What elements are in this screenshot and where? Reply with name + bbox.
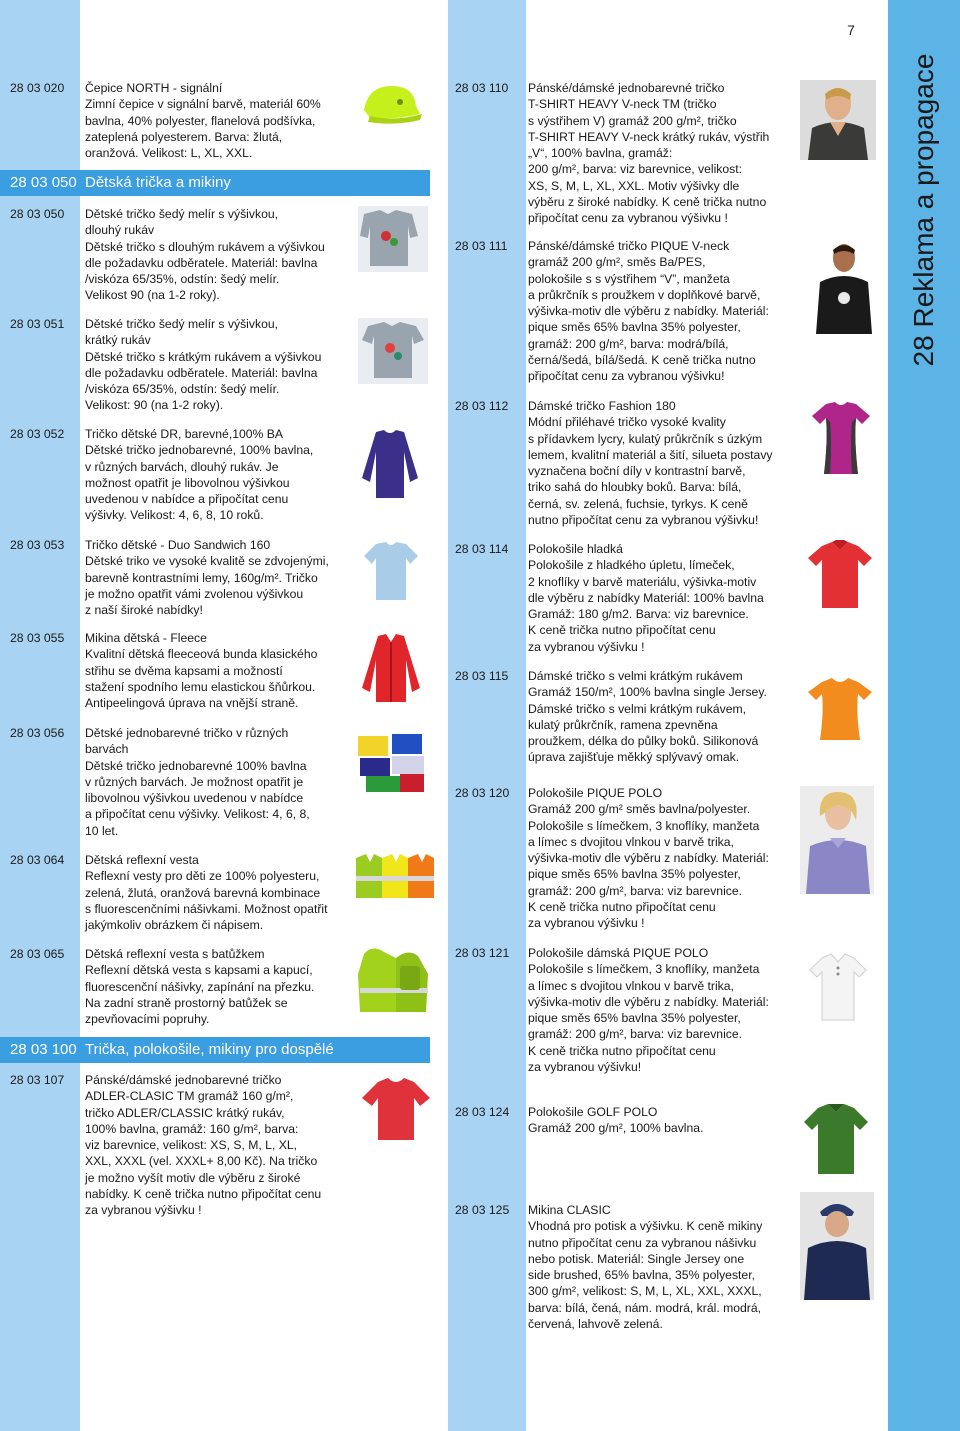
- item-description-line: Módní přiléhavé tričko vysoké kvality: [528, 415, 726, 430]
- item-description-line: výšivka-motiv dle výběru z nabídky. Materiál:: [528, 851, 769, 866]
- section-title: Dětská trička a mikiny: [85, 174, 231, 191]
- reflective-vests-image: [354, 852, 434, 904]
- item-description-line: černá/šedá, bílá/šedá. K ceně trička nutno: [528, 353, 756, 368]
- item-code: 28 03 056: [10, 726, 65, 740]
- item-description-line: výšivka-motiv dle výběru z nabídky. Materiál:: [528, 994, 769, 1009]
- item-title: Mikina CLASIC: [528, 1203, 611, 1217]
- item-description-line: výběru z široké nabídky. K ceně trička nutno: [528, 195, 767, 210]
- item-title: Dětská reflexní vesta: [85, 853, 199, 867]
- item-description-line: Vhodná pro potisk a výšivku. K ceně mikiny: [528, 1219, 763, 1234]
- section-title: Trička, polokošile, mikiny pro dospělé: [85, 1041, 334, 1058]
- item-description: [85, 1072, 321, 1219]
- item-description-line: a průkrčník s proužkem v doplňkové barvě,: [528, 287, 761, 302]
- item-description-line: polokošile s s výstřihem “V”, manžeta: [528, 271, 730, 286]
- red-tshirt-adult-image: [360, 1076, 432, 1142]
- item-description-line: proužkem, délka do půlky boků. Silikonová: [528, 734, 759, 749]
- item-description-line: gramáž: 200 g/m², barva: viz barevnice.: [528, 883, 743, 898]
- item-description-line: za vybranou výšivku !: [528, 639, 645, 654]
- item-description-line: lemem, kvalitní materiál a šití, silueta postavy: [528, 447, 773, 462]
- item-description: [528, 398, 773, 528]
- item-description-line: K ceně trička nutno připočítat cenu: [528, 1043, 716, 1058]
- item-title: Polokošile PIQUE POLO: [528, 786, 663, 800]
- item-description-line: libovolnou výšivkou uvedenou v nabídce: [85, 791, 304, 806]
- item-description-line: Dětské triko ve vysoké kvalitě se zdvojenými,: [85, 554, 329, 569]
- item-title: Dětské tričko šedý melír s výšivkou,: [85, 317, 279, 331]
- item-description: [85, 852, 328, 933]
- item-title: Dámské tričko s velmi krátkým rukávem: [528, 669, 743, 683]
- grey-longsleeve-tshirts-image: [358, 206, 428, 272]
- item-description: [528, 541, 764, 655]
- item-description-line: viz barevnice, velikost: XS, S, M, L, XL,: [85, 1138, 298, 1153]
- item-description-line: Na zadní straně prostorný batůžek se: [85, 995, 288, 1010]
- item-description-line: pique směs 65% bavlna 35% polyester,: [528, 320, 741, 335]
- man-dark-vneck-image: [800, 80, 876, 160]
- magenta-womens-tshirt-image: [810, 400, 872, 476]
- item-code: 28 03 052: [10, 427, 65, 441]
- item-description-line: Gramáž 200 g/m² směs bavlna/polyester.: [528, 802, 751, 817]
- page-number: 7: [847, 22, 855, 38]
- item-description-line: T-SHIRT HEAVY V-neck TM (tričko: [528, 97, 717, 112]
- item-description-line: tričko ADLER/CLASSIC krátký rukáv,: [85, 1105, 285, 1120]
- green-polo-image: [802, 1102, 870, 1176]
- item-title: Pánské/dámské jednobarevné tričko: [85, 1073, 282, 1087]
- item-description-line: a připočítat cenu výšivky. Velikost: 4, 6, 8,: [85, 807, 310, 822]
- item-description-line: fluorescenční nášivky, zapínání na přezku.: [85, 979, 315, 994]
- yellow-cap-image: [356, 80, 426, 130]
- item-description-line: připočítat cenu za vybranou výšivku !: [528, 211, 728, 226]
- item-description-line: XXL, XXXL (vel. XXXL+ 8,00 Kč). Na tričko: [85, 1154, 318, 1169]
- item-description-line: je možno vyšít motiv dle výběru z široké: [85, 1170, 301, 1185]
- item-description-line: gramáž 200 g/m², směs Ba/PES,: [528, 255, 706, 270]
- item-title: Dětské jednobarevné tričko v různých: [85, 726, 289, 740]
- item-description-line: dlouhý rukáv: [85, 223, 155, 238]
- red-fleece-jacket-image: [360, 632, 422, 704]
- item-description: [528, 785, 769, 932]
- item-description-line: oranžová. Velikost: L, XL, XXL.: [85, 146, 253, 161]
- item-code: 28 03 064: [10, 853, 65, 867]
- item-description-line: střihu se dvěma kapsami a možností: [85, 663, 283, 678]
- item-code: 28 03 124: [455, 1105, 510, 1119]
- item-description-line: 100% bavlna, gramáž: 160 g/m², barva:: [85, 1121, 299, 1136]
- item-code: 28 03 065: [10, 947, 65, 961]
- item-description-line: a límec s dvojitou vlnkou v barvě trika,: [528, 978, 734, 993]
- grey-shortsleeve-tshirts-image: [358, 318, 428, 384]
- item-description-line: Antipeelingová úprava na vnější straně.: [85, 696, 299, 711]
- item-description-line: za vybranou výšivku!: [528, 1060, 642, 1075]
- section-header-adults: [0, 1037, 430, 1063]
- item-title: Dámské tričko Fashion 180: [528, 399, 676, 413]
- item-description-line: „V“, 100% bavlna, gramáž:: [528, 146, 673, 161]
- orange-womens-tshirt-image: [806, 676, 874, 742]
- item-code: 28 03 110: [455, 81, 509, 95]
- item-description-line: nabídky. K ceně trička nutno připočítat cenu: [85, 1187, 322, 1202]
- man-black-tshirt-image: [812, 238, 876, 334]
- item-description-line: Polokošile z hladkého úpletu, límeček,: [528, 558, 735, 573]
- item-description-line: krátký rukáv: [85, 333, 151, 348]
- item-description-line: nebo potisk. Materiál: Single Jersey one: [528, 1251, 745, 1266]
- item-title: Mikina dětská - Fleece: [85, 631, 207, 645]
- item-description: [85, 80, 321, 161]
- section-code: 28 03 100: [10, 1041, 77, 1058]
- section-code: 28 03 050: [10, 174, 77, 191]
- item-description-line: Reflexní dětská vesta s kapsami a kapucí,: [85, 963, 313, 978]
- side-title-text: 28 Reklama a propagace: [908, 53, 939, 367]
- item-title: Tričko dětské - Duo Sandwich 160: [85, 538, 271, 552]
- item-description-line: Dětské tričko jednobarevné 100% bavlna: [85, 758, 307, 773]
- item-description-line: XS, S, M, L, XL, XXL. Motiv výšivky dle: [528, 178, 740, 193]
- item-description: [85, 537, 329, 618]
- item-code: 28 03 055: [10, 631, 65, 645]
- item-description-line: gramáž: 200 g/m², barva: modrá/bílá,: [528, 336, 729, 351]
- item-description-line: triko sahá do hloubky boků. Barva: bílá,: [528, 480, 742, 495]
- item-title: Pánské/dámské jednobarevné tričko: [528, 81, 725, 95]
- item-description: [528, 668, 767, 766]
- item-description-line: uvedenou v nabídce a připočítat cenu: [85, 492, 289, 507]
- item-code: 28 03 020: [10, 81, 65, 95]
- item-description-line: K ceně trička nutno připočítat cenu: [528, 623, 716, 638]
- item-code: 28 03 112: [455, 399, 509, 413]
- item-description-line: zelená, žlutá, oranžová barevná kombinace: [85, 885, 321, 900]
- item-title: Polokošile GOLF POLO: [528, 1105, 658, 1119]
- item-description-line: 300 g/m², velikost: S, M, L, XL, XXL, XXXL,: [528, 1284, 762, 1299]
- item-description-line: Gramáž 150/m², 100% bavlna single Jersey.: [528, 685, 767, 700]
- item-description: [528, 945, 769, 1075]
- item-description-line: barva: bílá, čená, nám. modrá, král. modrá,: [528, 1300, 762, 1315]
- item-description-line: K ceně trička nutno připočítat cenu: [528, 900, 716, 915]
- item-description-line: a límec s dvojitou vlnkou v barvě trika,: [528, 834, 734, 849]
- item-description-line: výšivky. Velikost: 4, 6, 8, 10 roků.: [85, 508, 264, 523]
- item-code: 28 03 121: [455, 946, 510, 960]
- item-description-line: jakýmkoliv obrázkem či nápisem.: [85, 918, 264, 933]
- reflective-vest-backpack-image: [356, 944, 430, 1016]
- white-polo-image: [808, 952, 868, 1022]
- item-description-line: Velikost: 90 (na 1-2 roky).: [85, 398, 224, 413]
- item-code: 28 03 111: [455, 239, 508, 253]
- light-blue-tshirt-image: [362, 540, 420, 602]
- item-description-line: zpevňovacími popruhy.: [85, 1012, 210, 1027]
- item-code: 28 03 051: [10, 317, 65, 331]
- item-description-line: za vybranou výšivku !: [528, 916, 645, 931]
- item-description-line: černá, sv. zelená, fuchsie, tyrkys. K ceně: [528, 496, 748, 511]
- item-description-line: /viskóza 65/35%, odstín: šedý melír.: [85, 272, 280, 287]
- item-description-line: Kvalitní dětská fleeceová bunda klasického: [85, 647, 318, 662]
- item-description-line: nutno připočítat cenu za vybranou výšivku!: [528, 513, 759, 528]
- item-description: [528, 80, 769, 227]
- item-description-line: bavlna, 40% polyester, flanelová podšívka,: [85, 113, 316, 128]
- red-polo-image: [806, 540, 874, 610]
- item-description-line: Dámské tričko s velmi krátkým rukávem,: [528, 701, 747, 716]
- item-description-line: side brushed, 65% bavlna, 35% polyester,: [528, 1268, 755, 1283]
- item-description-line: Dětské tričko s dlouhým rukávem a výšivkou: [85, 239, 325, 254]
- item-description-line: z naší široké nabídky!: [85, 603, 203, 618]
- item-description-line: za vybranou výšivku !: [85, 1203, 202, 1218]
- item-description-line: Gramáž: 180 g/m2. Barva: viz barevnice.: [528, 607, 749, 622]
- item-description-line: stažení spodního lemu elastickou šňůrkou.: [85, 679, 316, 694]
- item-description-line: Gramáž 200 g/m², 100% bavlna.: [528, 1121, 704, 1136]
- item-description-line: vyznačena boční díly v kontrastní barvě,: [528, 464, 746, 479]
- item-description-line: 10 let.: [85, 823, 119, 838]
- item-description: [528, 238, 769, 385]
- item-description-line: pique směs 65% bavlna 35% polyester,: [528, 1011, 741, 1026]
- folded-tshirts-colors-image: [356, 730, 428, 796]
- man-navy-sweatshirt-image: [800, 1192, 874, 1300]
- item-description-line: barvách: [85, 742, 129, 757]
- woman-lilac-polo-image: [800, 786, 874, 894]
- item-description: [85, 630, 317, 711]
- item-description-line: zateplená polyesterem. Barva: žlutá,: [85, 129, 283, 144]
- item-code: 28 03 125: [455, 1203, 510, 1217]
- section-header-children: [0, 170, 430, 196]
- item-description-line: Dětské tričko s krátkým rukávem a výšivkou: [85, 349, 322, 364]
- item-description-line: dle požadavku odběratele. Materiál: bavlna: [85, 255, 318, 270]
- item-description-line: je možno opatřit vámi zvolenou výšivkou: [85, 586, 304, 601]
- item-title: Tričko dětské DR, barevné,100% BA: [85, 427, 284, 441]
- item-description-line: nutno připočítat cenu za vybranou nášivku: [528, 1235, 757, 1250]
- item-description-line: dle výběru z nabídky Materiál: 100% bavlna: [528, 590, 764, 605]
- item-description-line: kulatý průkrčník, ramena zpevněna: [528, 717, 718, 732]
- item-description-line: 200 g/m², barva: viz barevnice, velikost:: [528, 162, 743, 177]
- item-title: Pánské/dámské tričko PIQUE V-neck: [528, 239, 730, 253]
- item-description-line: dle požadavku odběratele. Materiál: bavlna: [85, 365, 318, 380]
- item-description: [85, 316, 321, 414]
- item-description-line: připočítat cenu za vybranou výšivku!: [528, 369, 725, 384]
- item-description-line: červená, lahvově zelená.: [528, 1317, 663, 1332]
- item-code: 28 03 115: [455, 669, 509, 683]
- item-description-line: Polokošile s límečkem, 3 knoflíky, manžeta: [528, 962, 760, 977]
- item-description-line: s přídavkem lycry, kulatý průkrčník s úzkým: [528, 431, 763, 446]
- item-description: [85, 946, 314, 1027]
- item-description-line: Zimní čepice v signální barvě, materiál 60%: [85, 97, 321, 112]
- item-description-line: možnost opatřit je libovolnou výšivkou: [85, 475, 290, 490]
- item-title: Dětská reflexní vesta s batůžkem: [85, 947, 265, 961]
- item-description-line: barevně kontrastními lemy, 160g/m². Tričko: [85, 570, 318, 585]
- item-description-line: s výstřihem V) gramáž 200 g/m², tričko: [528, 113, 737, 128]
- item-title: Čepice NORTH - signální: [85, 81, 223, 95]
- item-title: Polokošile hladká: [528, 542, 623, 556]
- item-code: 28 03 120: [455, 786, 510, 800]
- item-description-line: úprava zajišťuje měkký splývavý omak.: [528, 750, 740, 765]
- item-description: [85, 725, 310, 839]
- item-description-line: /viskóza 65/35%, odstín: šedý melír.: [85, 382, 280, 397]
- item-description-line: Polokošile s límečkem, 3 knoflíky, manžeta: [528, 818, 760, 833]
- item-code: 28 03 053: [10, 538, 65, 552]
- item-description-line: Velikost 90 (na 1-2 roky).: [85, 288, 220, 303]
- item-description-line: Reflexní vesty pro děti ze 100% polyesteru,: [85, 869, 320, 884]
- item-description-line: pique směs 65% bavlna 35% polyester,: [528, 867, 741, 882]
- item-description: [85, 426, 313, 524]
- item-title: Polokošile dámská PIQUE POLO: [528, 946, 709, 960]
- item-description-line: výšivka-motiv dle výběru z nabídky. Materiál:: [528, 304, 769, 319]
- item-description-line: ADLER-CLASIC TM gramáž 160 g/m²,: [85, 1089, 294, 1104]
- side-title: [888, 0, 960, 420]
- item-description-line: gramáž: 200 g/m², barva: viz barevnice.: [528, 1027, 743, 1042]
- item-description: [528, 1104, 703, 1137]
- item-description-line: v různých barvách, dlouhý rukáv. Je: [85, 459, 279, 474]
- item-description-line: T-SHIRT HEAVY V-neck krátký rukáv, výstřih: [528, 129, 770, 144]
- item-description: [85, 206, 325, 304]
- item-description-line: 2 knoflíky v barvě materiálu, výšivka-motiv: [528, 574, 757, 589]
- item-code: 28 03 050: [10, 207, 65, 221]
- item-code: 28 03 107: [10, 1073, 65, 1087]
- item-description: [528, 1202, 762, 1332]
- item-code: 28 03 114: [455, 542, 509, 556]
- item-description-line: v různých barvách. Je možnost opatřit je: [85, 774, 304, 789]
- navy-longsleeve-shirt-image: [360, 428, 420, 500]
- item-description-line: Dětské tričko jednobarevné, 100% bavlna,: [85, 443, 314, 458]
- item-title: Dětské tričko šedý melír s výšivkou,: [85, 207, 279, 221]
- item-description-line: s fluorescenčními nášivkami. Možnost opatřit: [85, 901, 328, 916]
